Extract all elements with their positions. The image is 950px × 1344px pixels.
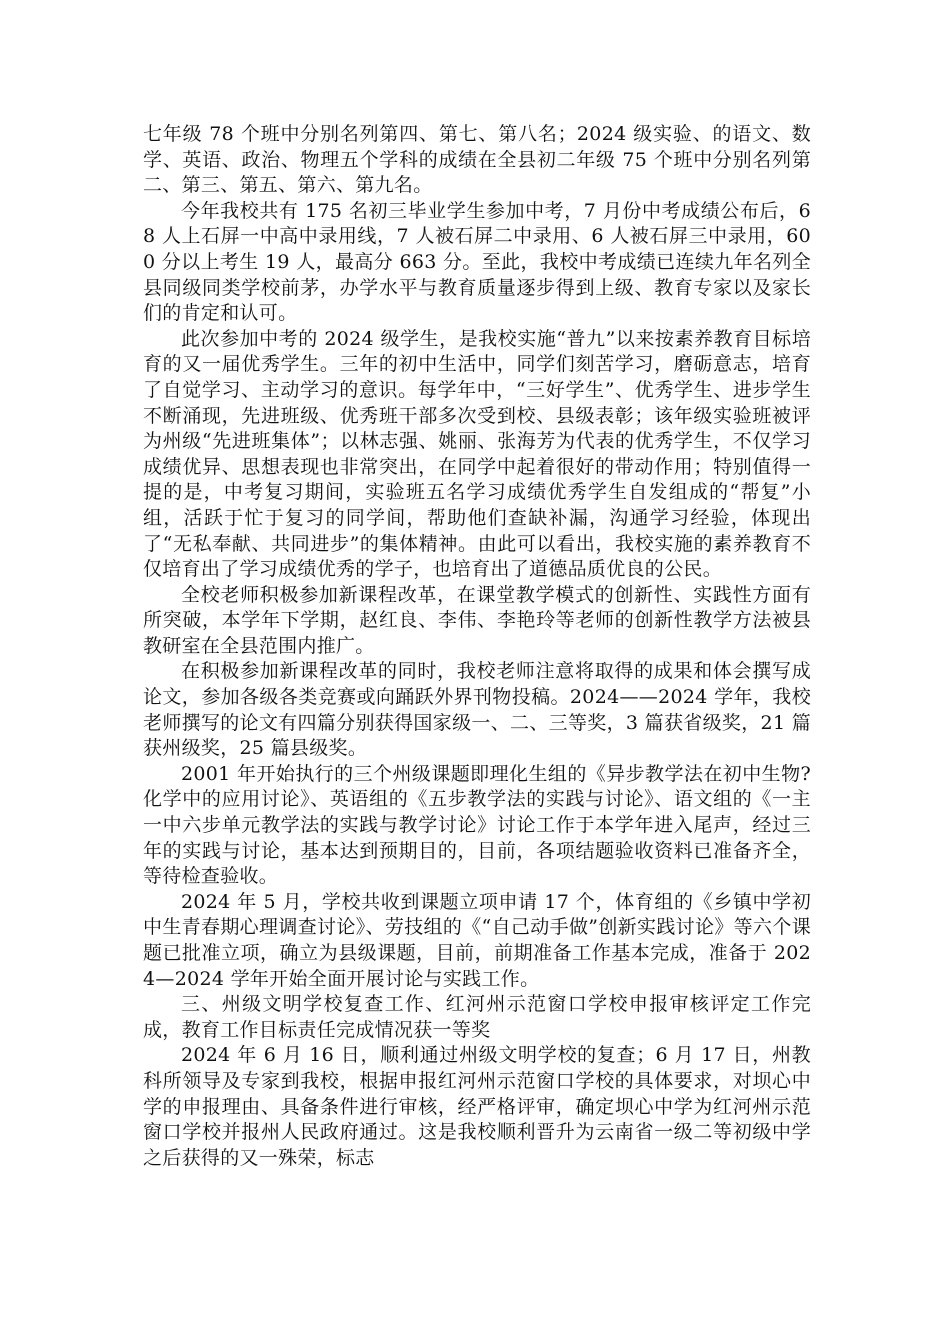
paragraph-6: 2001 年开始执行的三个州级课题即理化生组的《异步教学法在初中生物?化学中的应用讨论》、英语组的《五步教学法的实践与讨论》、语文组的《一主一中六步单元教学法的实践与教学讨论》讨论工作于本学年进入尾声，经过三年的实践与讨论，基本达到预期目的，目前，各项结题验收资料已准备齐全，等待检查验收。	[143, 762, 811, 888]
paragraph-7: 2024 年 5 月，学校共收到课题立项申请 17 个，体育组的《乡镇中学初中生青春期心理调查讨论》、劳技组的《“自己动手做”创新实践讨论》等六个课题已批准立项，确立为县级课题，目前，前期准备工作基本完成，准备于 2024—2024 学年开始全面开展讨论与实践工作。	[143, 890, 811, 990]
paragraph-1: 七年级 78 个班中分别名列第四、第七、第八名；2024 级实验、的语文、数学、英语、政治、物理五个学科的成绩在全县初二年级 75 个班中分别名列第二、第三、第五、第六、第九名。	[143, 123, 811, 197]
paragraph-3: 此次参加中考的 2024 级学生，是我校实施“普九”以来按素养教育目标培育的又一届优秀学生。三年的初中生活中，同学们刻苦学习，磨砺意志，培育了自觉学习、主动学习的意识。每学年中，“三好学生”、优秀学生、进步学生不断涌现，先进班级、优秀班干部多次受到校、县级表彰；该年级实验班被评为州级“先进班集体”；以林志强、姚丽、张海芳为代表的优秀学生，不仅学习成绩优异、思想表现也非常突出，在同学中起着很好的带动作用；特别值得一提的是，中考复习期间，实验班五名学习成绩优秀学生自发组成的“帮复”小组，活跃于忙于复习的同学间，帮助他们查缺补漏，沟通学习经验，体现出了“无私奉献、共同进步”的集体精神。由此可以看出，我校实施的素养教育不仅培育出了学习成绩优秀的学子，也培育出了道德品质优良的公民。	[143, 327, 811, 581]
document-body	[143, 122, 811, 1171]
paragraph-9: 2024 年 6 月 16 日，顺利通过州级文明学校的复查；6 月 17 日，州教科所领导及专家到我校，根据申报红河州示范窗口学校的具体要求，对坝心中学的申报理由、具备条件进行审核，经严格评审，确定坝心中学为红河州示范窗口学校并报州人民政府通过。这是我校顺利晋升为云南省一级二等初级中学之后获得的又一殊荣，标志	[143, 1044, 811, 1169]
paragraph-4: 全校老师积极参加新课程改革，在课堂教学模式的创新性、实践性方面有所突破，本学年下学期，赵红良、李伟、李艳玲等老师的创新性教学方法被县教研室在全县范围内推广。	[143, 583, 811, 657]
paragraph-2: 今年我校共有 175 名初三毕业学生参加中考，7 月份中考成绩公布后，68 人上石屏一中高中录用线，7 人被石屏二中录用、6 人被石屏三中录用，600 分以上考生 19 人，最高分 663 分。至此，我校中考成绩已连续九年名列全县同级同类学校前茅，办学水平与教育质量逐步得到上级、教育专家以及家长们的肯定和认可。	[143, 199, 811, 325]
section-heading-3: 三、州级文明学校复查工作、红河州示范窗口学校申报审核评定工作完成，教育工作目标责任完成情况获一等奖	[143, 993, 811, 1041]
paragraph-5: 在积极参加新课程改革的同时，我校老师注意将取得的成果和体会撰写成论文，参加各级各类竞赛或向踊跃外界刊物投稿。2024——2024 学年，我校老师撰写的论文有四篇分别获得国家级一、二、三等奖，3 篇获省级奖，21 篇获州级奖，25 篇县级奖。	[143, 660, 811, 760]
